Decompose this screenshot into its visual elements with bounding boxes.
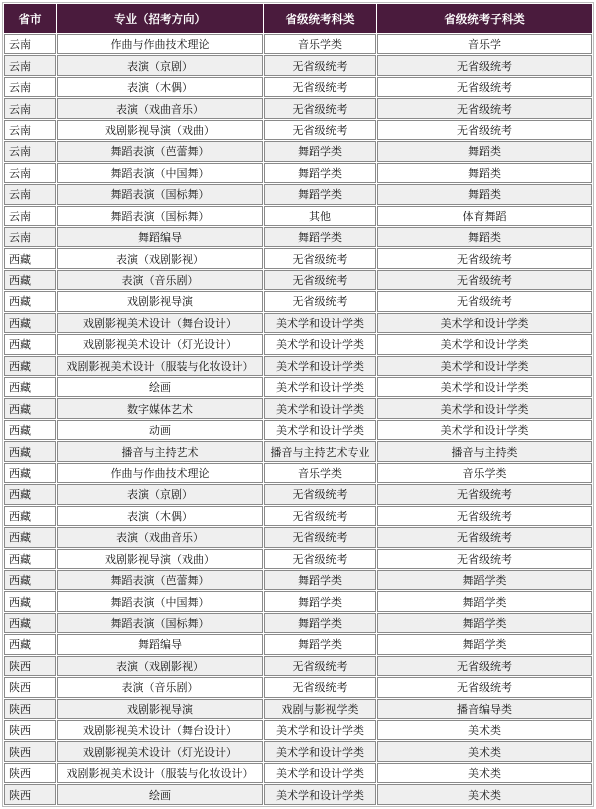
province-cell: 西藏	[4, 291, 56, 311]
major-cell: 表演（戏剧影视）	[57, 248, 263, 268]
exam-category-cell: 音乐学类	[264, 463, 376, 483]
major-cell: 戏剧影视美术设计（舞台设计）	[57, 313, 263, 333]
table-row	[4, 656, 592, 676]
exam-subcategory-cell: 无省级统考	[377, 656, 592, 676]
major-cell: 舞蹈表演（国标舞）	[57, 184, 263, 204]
exam-category-cell: 舞蹈学类	[264, 227, 376, 247]
exam-category-cell: 美术学和设计学类	[264, 356, 376, 376]
major-cell: 数字媒体艺术	[57, 398, 263, 418]
exam-category-cell: 舞蹈学类	[264, 141, 376, 161]
province-cell: 西藏	[4, 398, 56, 418]
exam-category-cell: 美术学和设计学类	[264, 313, 376, 333]
major-cell: 表演（京剧）	[57, 484, 263, 504]
table-row	[4, 441, 592, 461]
table-row	[4, 334, 592, 354]
exam-category-cell: 舞蹈学类	[264, 634, 376, 654]
table-row	[4, 184, 592, 204]
table-row	[4, 613, 592, 633]
province-cell: 陕西	[4, 784, 56, 805]
exam-category-cell: 舞蹈学类	[264, 591, 376, 611]
exam-subcategory-cell: 无省级统考	[377, 484, 592, 504]
province-cell: 西藏	[4, 270, 56, 290]
table-row	[4, 463, 592, 483]
exam-subcategory-cell: 播音编导类	[377, 699, 592, 719]
province-cell: 西藏	[4, 377, 56, 397]
exam-subcategory-cell: 美术学和设计学类	[377, 398, 592, 418]
exam-subcategory-cell: 美术类	[377, 784, 592, 805]
province-cell: 西藏	[4, 591, 56, 611]
exam-subcategory-cell: 无省级统考	[377, 98, 592, 118]
major-cell: 舞蹈表演（芭蕾舞）	[57, 141, 263, 161]
table-row	[4, 270, 592, 290]
major-cell: 表演（音乐剧）	[57, 270, 263, 290]
exam-subcategory-cell: 无省级统考	[377, 549, 592, 569]
exam-subcategory-cell: 美术学和设计学类	[377, 420, 592, 440]
table-row	[4, 506, 592, 526]
province-cell: 西藏	[4, 506, 56, 526]
exam-category-cell: 无省级统考	[264, 291, 376, 311]
exam-category-cell: 无省级统考	[264, 270, 376, 290]
exam-subcategory-cell: 无省级统考	[377, 527, 592, 547]
exam-subcategory-cell: 舞蹈类	[377, 141, 592, 161]
exam-category-cell: 无省级统考	[264, 656, 376, 676]
table-row	[4, 227, 592, 247]
exam-subcategory-cell: 无省级统考	[377, 55, 592, 75]
province-cell: 西藏	[4, 420, 56, 440]
table-row	[4, 98, 592, 118]
exam-subcategory-cell: 舞蹈类	[377, 184, 592, 204]
province-cell: 陕西	[4, 699, 56, 719]
province-cell: 西藏	[4, 613, 56, 633]
major-cell: 戏剧影视美术设计（服装与化妆设计）	[57, 763, 263, 783]
table-row	[4, 248, 592, 268]
exam-category-cell: 其他	[264, 206, 376, 226]
table-row	[4, 720, 592, 740]
exam-category-cell: 无省级统考	[264, 506, 376, 526]
major-cell: 表演（京剧）	[57, 55, 263, 75]
exam-category-cell: 美术学和设计学类	[264, 741, 376, 761]
table-row	[4, 398, 592, 418]
table-row	[4, 570, 592, 590]
major-cell: 表演（音乐剧）	[57, 677, 263, 697]
major-cell: 戏剧影视导演	[57, 699, 263, 719]
exam-subcategory-cell: 舞蹈类	[377, 227, 592, 247]
table-body	[4, 34, 592, 805]
exam-subcategory-cell: 美术学和设计学类	[377, 313, 592, 333]
province-cell: 云南	[4, 206, 56, 226]
table-row	[4, 699, 592, 719]
exam-category-cell: 美术学和设计学类	[264, 720, 376, 740]
table-row	[4, 420, 592, 440]
exam-subcategory-cell: 音乐学类	[377, 463, 592, 483]
province-cell: 陕西	[4, 720, 56, 740]
major-cell: 戏剧影视导演（戏曲）	[57, 120, 263, 140]
table-row	[4, 549, 592, 569]
province-cell: 西藏	[4, 356, 56, 376]
province-cell: 陕西	[4, 763, 56, 783]
table-row	[4, 741, 592, 761]
province-cell: 西藏	[4, 313, 56, 333]
major-cell: 表演（戏曲音乐）	[57, 527, 263, 547]
exam-subcategory-cell: 美术类	[377, 763, 592, 783]
exam-category-cell: 无省级统考	[264, 98, 376, 118]
province-cell: 西藏	[4, 248, 56, 268]
exam-subcategory-cell: 舞蹈类	[377, 163, 592, 183]
table-row	[4, 763, 592, 783]
province-cell: 云南	[4, 184, 56, 204]
table-row	[4, 206, 592, 226]
exam-category-cell: 美术学和设计学类	[264, 763, 376, 783]
province-cell: 云南	[4, 163, 56, 183]
exam-subcategory-cell: 播音与主持类	[377, 441, 592, 461]
exam-category-cell: 无省级统考	[264, 55, 376, 75]
table-row	[4, 141, 592, 161]
exam-category-cell: 无省级统考	[264, 120, 376, 140]
province-cell: 陕西	[4, 677, 56, 697]
major-cell: 舞蹈编导	[57, 634, 263, 654]
province-cell: 西藏	[4, 334, 56, 354]
major-cell: 表演（木偶）	[57, 77, 263, 97]
table-row	[4, 634, 592, 654]
major-cell: 动画	[57, 420, 263, 440]
province-cell: 西藏	[4, 484, 56, 504]
exam-category-cell: 无省级统考	[264, 484, 376, 504]
province-cell: 西藏	[4, 463, 56, 483]
admission-subject-table	[3, 3, 593, 806]
major-cell: 绘画	[57, 377, 263, 397]
major-cell: 表演（戏曲音乐）	[57, 98, 263, 118]
province-cell: 西藏	[4, 570, 56, 590]
province-cell: 西藏	[4, 527, 56, 547]
table-row	[4, 163, 592, 183]
exam-category-cell: 舞蹈学类	[264, 570, 376, 590]
exam-category-cell: 无省级统考	[264, 677, 376, 697]
major-cell: 舞蹈表演（国标舞）	[57, 613, 263, 633]
table-row	[4, 527, 592, 547]
exam-subcategory-cell: 舞蹈学类	[377, 613, 592, 633]
exam-category-cell: 舞蹈学类	[264, 163, 376, 183]
province-cell: 西藏	[4, 634, 56, 654]
header-exam-subcategory: 省级统考子科类	[377, 4, 592, 33]
exam-category-cell: 音乐学类	[264, 34, 376, 54]
table-row	[4, 313, 592, 333]
major-cell: 舞蹈编导	[57, 227, 263, 247]
province-cell: 陕西	[4, 741, 56, 761]
exam-subcategory-cell: 美术学和设计学类	[377, 377, 592, 397]
exam-category-cell: 美术学和设计学类	[264, 377, 376, 397]
province-cell: 云南	[4, 55, 56, 75]
table-row	[4, 291, 592, 311]
exam-subcategory-cell: 美术类	[377, 720, 592, 740]
province-cell: 云南	[4, 120, 56, 140]
exam-category-cell: 戏剧与影视学类	[264, 699, 376, 719]
exam-subcategory-cell: 美术学和设计学类	[377, 334, 592, 354]
province-cell: 云南	[4, 227, 56, 247]
province-cell: 西藏	[4, 549, 56, 569]
header-province: 省市	[4, 4, 56, 33]
table-row	[4, 356, 592, 376]
province-cell: 陕西	[4, 656, 56, 676]
exam-subcategory-cell: 无省级统考	[377, 291, 592, 311]
major-cell: 舞蹈表演（芭蕾舞）	[57, 570, 263, 590]
exam-category-cell: 美术学和设计学类	[264, 420, 376, 440]
exam-subcategory-cell: 无省级统考	[377, 506, 592, 526]
major-cell: 作曲与作曲技术理论	[57, 463, 263, 483]
exam-subcategory-cell: 无省级统考	[377, 77, 592, 97]
table-row	[4, 484, 592, 504]
exam-category-cell: 舞蹈学类	[264, 184, 376, 204]
exam-category-cell: 美术学和设计学类	[264, 334, 376, 354]
exam-category-cell: 无省级统考	[264, 527, 376, 547]
exam-subcategory-cell: 无省级统考	[377, 248, 592, 268]
province-cell: 西藏	[4, 441, 56, 461]
exam-category-cell: 无省级统考	[264, 248, 376, 268]
header-major: 专业（招考方向）	[57, 4, 263, 33]
major-cell: 戏剧影视导演	[57, 291, 263, 311]
exam-subcategory-cell: 美术学和设计学类	[377, 356, 592, 376]
province-cell: 云南	[4, 141, 56, 161]
exam-subcategory-cell: 美术类	[377, 741, 592, 761]
exam-subcategory-cell: 无省级统考	[377, 270, 592, 290]
table-row	[4, 591, 592, 611]
major-cell: 戏剧影视美术设计（灯光设计）	[57, 334, 263, 354]
admission-table-container	[2, 2, 594, 807]
exam-subcategory-cell: 体育舞蹈	[377, 206, 592, 226]
table-row	[4, 784, 592, 805]
table-row	[4, 120, 592, 140]
table-row	[4, 377, 592, 397]
major-cell: 戏剧影视美术设计（灯光设计）	[57, 741, 263, 761]
major-cell: 表演（戏剧影视）	[57, 656, 263, 676]
table-row	[4, 77, 592, 97]
province-cell: 云南	[4, 98, 56, 118]
major-cell: 戏剧影视美术设计（服装与化妆设计）	[57, 356, 263, 376]
major-cell: 舞蹈表演（中国舞）	[57, 163, 263, 183]
major-cell: 播音与主持艺术	[57, 441, 263, 461]
exam-subcategory-cell: 无省级统考	[377, 677, 592, 697]
table-row	[4, 677, 592, 697]
major-cell: 作曲与作曲技术理论	[57, 34, 263, 54]
major-cell: 表演（木偶）	[57, 506, 263, 526]
exam-category-cell: 舞蹈学类	[264, 613, 376, 633]
major-cell: 舞蹈表演（国标舞）	[57, 206, 263, 226]
exam-category-cell: 无省级统考	[264, 549, 376, 569]
header-exam-category: 省级统考科类	[264, 4, 376, 33]
exam-category-cell: 无省级统考	[264, 77, 376, 97]
exam-subcategory-cell: 舞蹈学类	[377, 591, 592, 611]
major-cell: 戏剧影视导演（戏曲）	[57, 549, 263, 569]
exam-subcategory-cell: 无省级统考	[377, 120, 592, 140]
province-cell: 云南	[4, 77, 56, 97]
province-cell: 云南	[4, 34, 56, 54]
table-header-row	[4, 4, 592, 33]
major-cell: 舞蹈表演（中国舞）	[57, 591, 263, 611]
table-row	[4, 55, 592, 75]
exam-subcategory-cell: 舞蹈学类	[377, 634, 592, 654]
major-cell: 戏剧影视美术设计（舞台设计）	[57, 720, 263, 740]
exam-category-cell: 播音与主持艺术专业	[264, 441, 376, 461]
table-row	[4, 34, 592, 54]
exam-subcategory-cell: 舞蹈学类	[377, 570, 592, 590]
exam-subcategory-cell: 音乐学	[377, 34, 592, 54]
exam-category-cell: 美术学和设计学类	[264, 398, 376, 418]
exam-category-cell: 美术学和设计学类	[264, 784, 376, 805]
major-cell: 绘画	[57, 784, 263, 805]
